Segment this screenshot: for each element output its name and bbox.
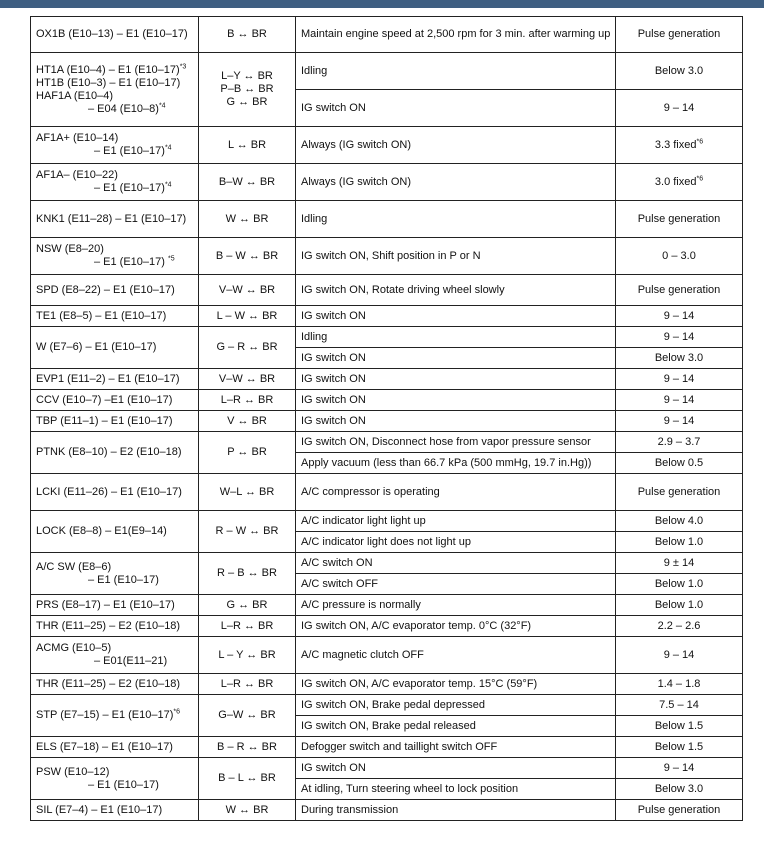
condition-cell: Idling (296, 201, 616, 238)
wiring-color-cell: G – R ↔ BR (199, 327, 296, 369)
condition-cell: IG switch ON, Brake pedal depressed (296, 695, 616, 716)
terminal-line: – E1 (E10–17) (94, 256, 165, 268)
spec-value-cell: Below 1.0 (616, 532, 743, 553)
condition-cell: Always (IG switch ON) (296, 164, 616, 201)
condition-cell: IG switch ON, Brake pedal released (296, 716, 616, 737)
footnote-mark: *4 (164, 181, 172, 189)
wiring-color-cell: B – L ↔ BR (199, 758, 296, 800)
wiring-color-cell: L–R ↔ BR (199, 390, 296, 411)
footnote-mark: *5 (168, 255, 175, 263)
wiring-line: G ↔ BR (226, 96, 268, 108)
wiring-color-cell: L–R ↔ BR (199, 616, 296, 637)
spec-value-cell: 9 – 14 (616, 306, 743, 327)
spec-value-cell: 7.5 – 14 (616, 695, 743, 716)
spec-value-cell: 9 – 14 (616, 411, 743, 432)
terminal-cell: SPD (E8–22) – E1 (E10–17) (31, 275, 199, 306)
condition-cell: Apply vacuum (less than 66.7 kPa (500 mmHg, 19.7 in.Hg)) (296, 453, 616, 474)
condition-cell: IG switch ON, A/C evaporator temp. 15°C (59°F) (296, 674, 616, 695)
wiring-color-cell: L ↔ BR (199, 127, 296, 164)
condition-cell: A/C switch ON (296, 553, 616, 574)
terminal-cell (31, 238, 199, 275)
condition-cell: IG switch ON (296, 369, 616, 390)
spec-value-cell: Below 1.0 (616, 574, 743, 595)
spec-value-cell: Below 3.0 (616, 779, 743, 800)
terminal-line: – E1 (E10–17) (88, 778, 159, 791)
terminal-cell: SIL (E7–4) – E1 (E10–17) (31, 800, 199, 821)
wiring-color-cell: L – Y ↔ BR (199, 637, 296, 674)
wiring-color-cell: W–L ↔ BR (199, 474, 296, 511)
spec-value-cell: 9 – 14 (616, 327, 743, 348)
spec-value-cell: Pulse generation (616, 201, 743, 238)
wiring-color-cell: R – B ↔ BR (199, 553, 296, 595)
table-row (31, 127, 743, 164)
wiring-color-cell: V–W ↔ BR (199, 369, 296, 390)
condition-cell: Defogger switch and taillight switch OFF (296, 737, 616, 758)
wiring-line: L–Y ↔ BR (221, 70, 273, 82)
condition-cell: IG switch ON, Disconnect hose from vapor pressure sensor (296, 432, 616, 453)
terminal-cell: EVP1 (E11–2) – E1 (E10–17) (31, 369, 199, 390)
terminal-cell: W (E7–6) – E1 (E10–17) (31, 327, 199, 369)
condition-cell: Maintain engine speed at 2,500 rpm for 3 min. after warming up (296, 17, 616, 53)
terminal-line: – E1 (E10–17) (94, 145, 165, 157)
wiring-color-cell: B–W ↔ BR (199, 164, 296, 201)
footnote-mark: *6 (173, 708, 181, 716)
spec-value-cell: 9 – 14 (616, 390, 743, 411)
condition-cell: IG switch ON, A/C evaporator temp. 0°C (32°F) (296, 616, 616, 637)
spec-value-cell: 9 – 14 (616, 369, 743, 390)
wiring-color-cell: W ↔ BR (199, 800, 296, 821)
wiring-color-cell (199, 53, 296, 127)
spec-value-cell: 0 – 3.0 (616, 238, 743, 275)
condition-cell: A/C magnetic clutch OFF (296, 637, 616, 674)
terminal-line: – E1 (E10–17) (94, 182, 165, 194)
terminal-line: AF1A– (E10–22) (36, 169, 118, 181)
terminal-cell: LCKI (E11–26) – E1 (E10–17) (31, 474, 199, 511)
terminal-cell (31, 637, 199, 674)
condition-cell: IG switch ON (296, 390, 616, 411)
spec-value-cell: Pulse generation (616, 800, 743, 821)
wiring-line: P–B ↔ BR (220, 83, 274, 95)
table-row (31, 275, 743, 306)
spec-value: 3.0 fixed (654, 175, 697, 188)
table-row (31, 411, 743, 432)
terminal-cell: PRS (E8–17) – E1 (E10–17) (31, 595, 199, 616)
terminal-line: – E01(E11–21) (94, 655, 168, 667)
wiring-color-cell: V ↔ BR (199, 411, 296, 432)
condition-cell: IG switch ON, Rotate driving wheel slowly (296, 275, 616, 306)
terminal-cell: OX1B (E10–13) – E1 (E10–17) (31, 17, 199, 53)
spec-value-cell: Below 4.0 (616, 511, 743, 532)
terminal-line: HAF1A (E10–4) (36, 89, 114, 102)
terminal-cell: THR (E11–25) – E2 (E10–18) (31, 616, 199, 637)
terminal-cell: ELS (E7–18) – E1 (E10–17) (31, 737, 199, 758)
terminal-line: – E04 (E10–8) (88, 102, 159, 115)
terminal-line: AF1A+ (E10–14) (36, 132, 119, 144)
terminal-cell (31, 53, 199, 127)
wiring-color-cell: R – W ↔ BR (199, 511, 296, 553)
wiring-color-cell: P ↔ BR (199, 432, 296, 474)
table-row (31, 674, 743, 695)
terminal-cell: PTNK (E8–10) – E2 (E10–18) (31, 432, 199, 474)
spec-value-cell: Below 0.5 (616, 453, 743, 474)
table-row (31, 553, 743, 574)
terminal-cell (31, 758, 199, 800)
table-row (31, 306, 743, 327)
table-row (31, 327, 743, 348)
terminal-voltage-spec-sheet (30, 16, 742, 821)
footnote-mark: *3 (179, 62, 187, 70)
table-row (31, 637, 743, 674)
terminal-voltage-table (30, 16, 743, 821)
footnote-mark: *4 (158, 101, 166, 109)
wiring-color-cell: G–W ↔ BR (199, 695, 296, 737)
terminal-cell (31, 695, 199, 737)
spec-value-cell: 9 – 14 (616, 90, 743, 127)
spec-value-cell: 2.2 – 2.6 (616, 616, 743, 637)
terminal-line: ACMG (E10–5) (36, 642, 112, 654)
terminal-cell: TE1 (E8–5) – E1 (E10–17) (31, 306, 199, 327)
wiring-color-cell: G ↔ BR (199, 595, 296, 616)
table-row (31, 201, 743, 238)
terminal-cell: KNK1 (E11–28) – E1 (E10–17) (31, 201, 199, 238)
terminal-cell: LOCK (E8–8) – E1(E9–14) (31, 511, 199, 553)
table-row (31, 53, 743, 90)
spec-value: 3.3 fixed (654, 138, 697, 151)
condition-cell: IG switch ON (296, 758, 616, 779)
terminal-cell (31, 164, 199, 201)
terminal-line: A/C SW (E8–6) (36, 560, 112, 573)
spec-value-cell: Pulse generation (616, 474, 743, 511)
wiring-color-cell: V–W ↔ BR (199, 275, 296, 306)
table-row (31, 369, 743, 390)
condition-cell: IG switch ON (296, 411, 616, 432)
condition-cell: IG switch ON (296, 306, 616, 327)
wiring-color-cell: B – R ↔ BR (199, 737, 296, 758)
terminal-line: – E1 (E10–17) (88, 573, 159, 586)
footnote-mark: *4 (164, 144, 172, 152)
terminal-cell: CCV (E10–7) –E1 (E10–17) (31, 390, 199, 411)
condition-cell: A/C switch OFF (296, 574, 616, 595)
spec-value-cell: 9 – 14 (616, 758, 743, 779)
terminal-line: NSW (E8–20) (36, 243, 104, 255)
condition-cell: Idling (296, 327, 616, 348)
terminal-cell: TBP (E11–1) – E1 (E10–17) (31, 411, 199, 432)
table-row (31, 511, 743, 532)
wiring-color-cell: B – W ↔ BR (199, 238, 296, 275)
condition-cell: A/C indicator light light up (296, 511, 616, 532)
spec-value-cell: Pulse generation (616, 17, 743, 53)
spec-value-cell: 1.4 – 1.8 (616, 674, 743, 695)
spec-value-cell: Below 1.5 (616, 737, 743, 758)
spec-value-cell: Below 3.0 (616, 53, 743, 90)
table-row (31, 238, 743, 275)
table-row (31, 390, 743, 411)
window-title-bar (0, 0, 764, 8)
spec-value-cell: 9 – 14 (616, 637, 743, 674)
wiring-color-cell: W ↔ BR (199, 201, 296, 238)
table-row (31, 432, 743, 453)
wiring-color-cell: L – W ↔ BR (199, 306, 296, 327)
spec-value-cell: Below 1.0 (616, 595, 743, 616)
condition-cell: IG switch ON (296, 348, 616, 369)
terminal-line: HT1B (E10–3) – E1 (E10–17) (36, 76, 181, 89)
condition-cell: A/C indicator light does not light up (296, 532, 616, 553)
table-row (31, 164, 743, 201)
terminal-cell: THR (E11–25) – E2 (E10–18) (31, 674, 199, 695)
table-row (31, 737, 743, 758)
spec-value-cell (616, 127, 743, 164)
condition-cell: IG switch ON (296, 90, 616, 127)
spec-value-cell: 2.9 – 3.7 (616, 432, 743, 453)
terminal-line: HT1A (E10–4) – E1 (E10–17) (36, 63, 180, 76)
wiring-color-cell: B ↔ BR (199, 17, 296, 53)
spec-value-cell: 9 ± 14 (616, 553, 743, 574)
condition-cell: A/C compressor is operating (296, 474, 616, 511)
terminal-line: STP (E7–15) – E1 (E10–17) (36, 709, 174, 721)
table-row (31, 758, 743, 779)
condition-cell: IG switch ON, Shift position in P or N (296, 238, 616, 275)
condition-cell: Always (IG switch ON) (296, 127, 616, 164)
table-row (31, 474, 743, 511)
spec-value-cell: Below 3.0 (616, 348, 743, 369)
condition-cell: Idling (296, 53, 616, 90)
spec-value-cell (616, 164, 743, 201)
wiring-color-cell: L–R ↔ BR (199, 674, 296, 695)
terminal-cell (31, 553, 199, 595)
footnote-mark: *6 (696, 137, 704, 145)
spec-value-cell: Pulse generation (616, 275, 743, 306)
table-row (31, 800, 743, 821)
condition-cell: At idling, Turn steering wheel to lock position (296, 779, 616, 800)
table-row (31, 595, 743, 616)
terminal-cell (31, 127, 199, 164)
table-row (31, 616, 743, 637)
table-row (31, 695, 743, 716)
terminal-line: PSW (E10–12) (36, 765, 110, 778)
condition-cell: During transmission (296, 800, 616, 821)
spec-value-cell: Below 1.5 (616, 716, 743, 737)
condition-cell: A/C pressure is normally (296, 595, 616, 616)
table-row (31, 17, 743, 53)
footnote-mark: *6 (696, 174, 704, 182)
